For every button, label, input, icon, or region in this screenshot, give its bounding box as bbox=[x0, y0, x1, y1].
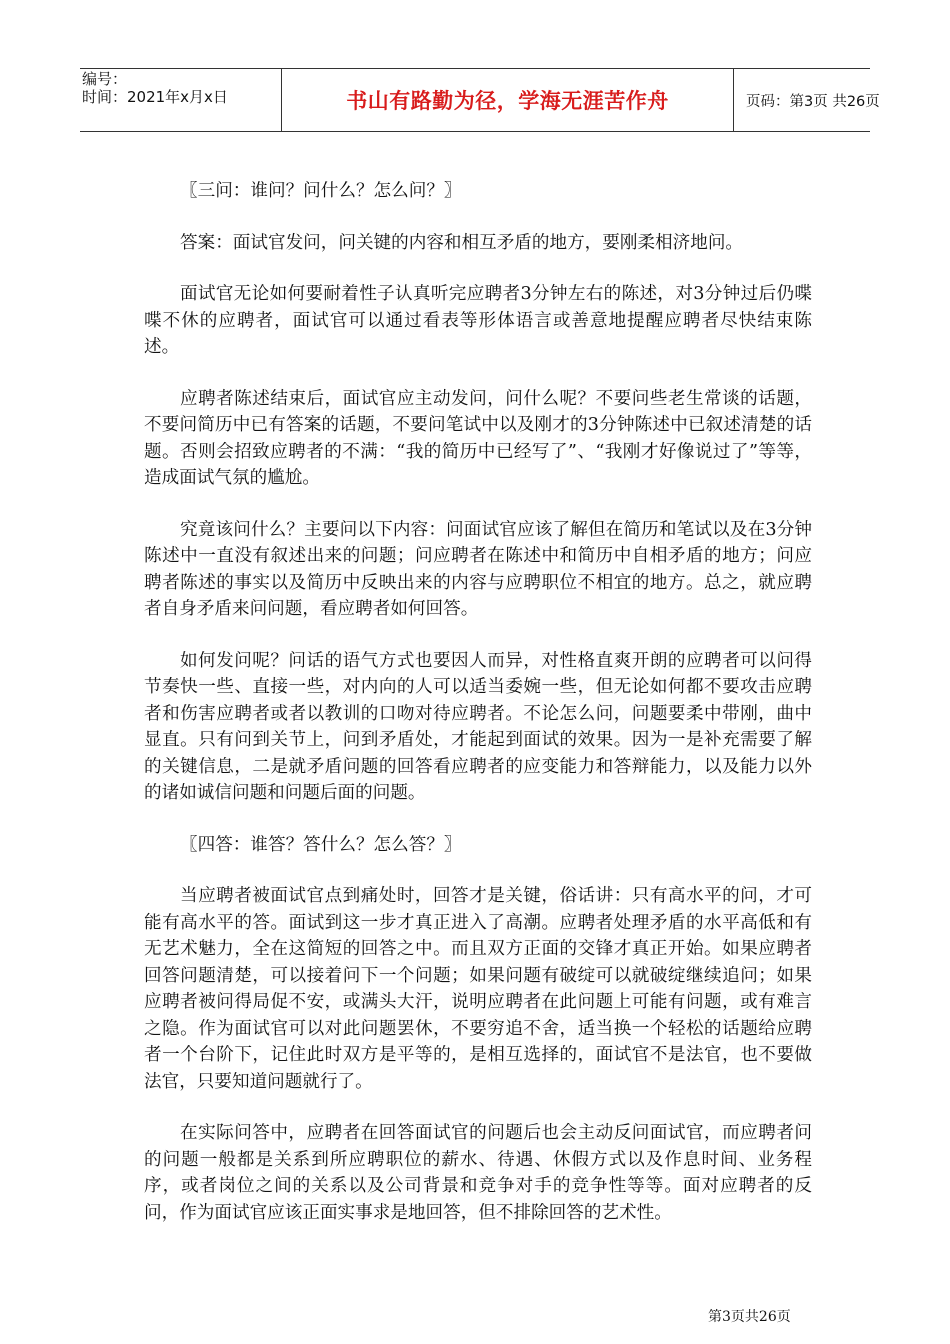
body-paragraph: 如何发问呢？问话的语气方式也要因人而异，对性格直爽开朗的应聘者可以问得节奏快一些、直接一些，对内向的人可以适当委婉一些，但无论如何都不要攻击应聘者和伤害应聘者或者以教训的口吻对待应聘者。不论怎么问，问题要柔中带刚，曲中显直。只有问到关节上，问到矛盾处，才能起到面试的效果。因为一是补充需要了解的关键信息，二是就矛盾问题的回答看应聘者的应变能力和答辩能力，以及能力以外的诸如诚信问题和问题后面的问题。 bbox=[144, 650, 812, 803]
body-paragraph: 究竟该问什么？主要问以下内容：问面试官应该了解但在简历和笔试以及在3分钟陈述中一直没有叙述出来的问题；问应聘者在陈述中和简历中自相矛盾的地方；问应聘者陈述的事实以及简历中反映出来的内容与应聘职位不相宜的地方。总之，就应聘者自身矛盾来问问题，看应聘者如何回答。 bbox=[144, 519, 812, 619]
body-paragraph: 面试官无论如何要耐着性子认真听完应聘者3分钟左右的陈述，对3分钟过后仍喋喋不休的应聘者，面试官可以通过看表等形体语言或善意地提醒应聘者尽快结束陈述。 bbox=[144, 284, 812, 357]
page-header bbox=[80, 68, 880, 132]
header-motto: 书山有路勤为径，学海无涯苦作舟 bbox=[346, 89, 669, 113]
document-number-label: 编号： bbox=[82, 70, 128, 88]
body-paragraph: 当应聘者被面试官点到痛处时，回答才是关键，俗话讲：只有高水平的问，才可能有高水平的答。面试到这一步才真正进入了高潮。应聘者处理矛盾的水平高低和有无艺术魅力，全在这简短的回答之中。而且双方正面的交锋才真正开始。如果应聘者回答问题清楚，可以接着问下一个问题；如果问题有破绽可以就破绽继续追问；如果应聘者被问得局促不安，或满头大汗，说明应聘者在此问题上可能有问题，或有难言之隐。作为面试官可以对此问题罢休，不要穷追不舍，适当换一个轻松的话题给应聘者一个台阶下，记住此时双方是平等的，是相互选择的，面试官不是法官，也不要做法官，只要知道问题就行了。 bbox=[144, 886, 812, 1092]
header-meta bbox=[80, 69, 282, 131]
answer-paragraph: 答案：面试官发问，问关键的内容和相互矛盾的地方，要刚柔相济地问。 bbox=[180, 232, 744, 253]
document-date-label: 时间：2021年x月x日 bbox=[82, 88, 228, 106]
page-footer: 第3页共26页 bbox=[708, 1309, 791, 1325]
body-paragraph: 应聘者陈述结束后，面试官应主动发问，问什么呢？不要问些老生常谈的话题，不要问简历中已有答案的话题，不要问笔试中以及刚才的3分钟陈述中已叙述清楚的话题。否则会招致应聘者的不满：“我的简历中已经写了”、“我刚才好像说过了”等等，造成面试气氛的尴尬。 bbox=[144, 388, 812, 488]
document-body bbox=[144, 178, 812, 1226]
header-page-info: 页码：第3页 共26页 bbox=[746, 93, 880, 110]
section-heading-four-answers: 〖四答：谁答？答什么？怎么答？〗 bbox=[180, 834, 462, 855]
section-heading-three-questions: 〖三问：谁问？问什么？怎么问？〗 bbox=[180, 181, 462, 201]
header-motto-cell bbox=[282, 69, 734, 131]
body-paragraph: 在实际问答中，应聘者在回答面试官的问题后也会主动反问面试官，而应聘者问的问题一般都是关系到所应聘职位的薪水、待遇、休假方式以及作息时间、业务程序，或者岗位之间的关系以及公司背景和竞争对手的竞争性等等。面对应聘者的反问，作为面试官应该正面实事求是地回答，但不排除回答的艺术性。 bbox=[144, 1123, 812, 1223]
